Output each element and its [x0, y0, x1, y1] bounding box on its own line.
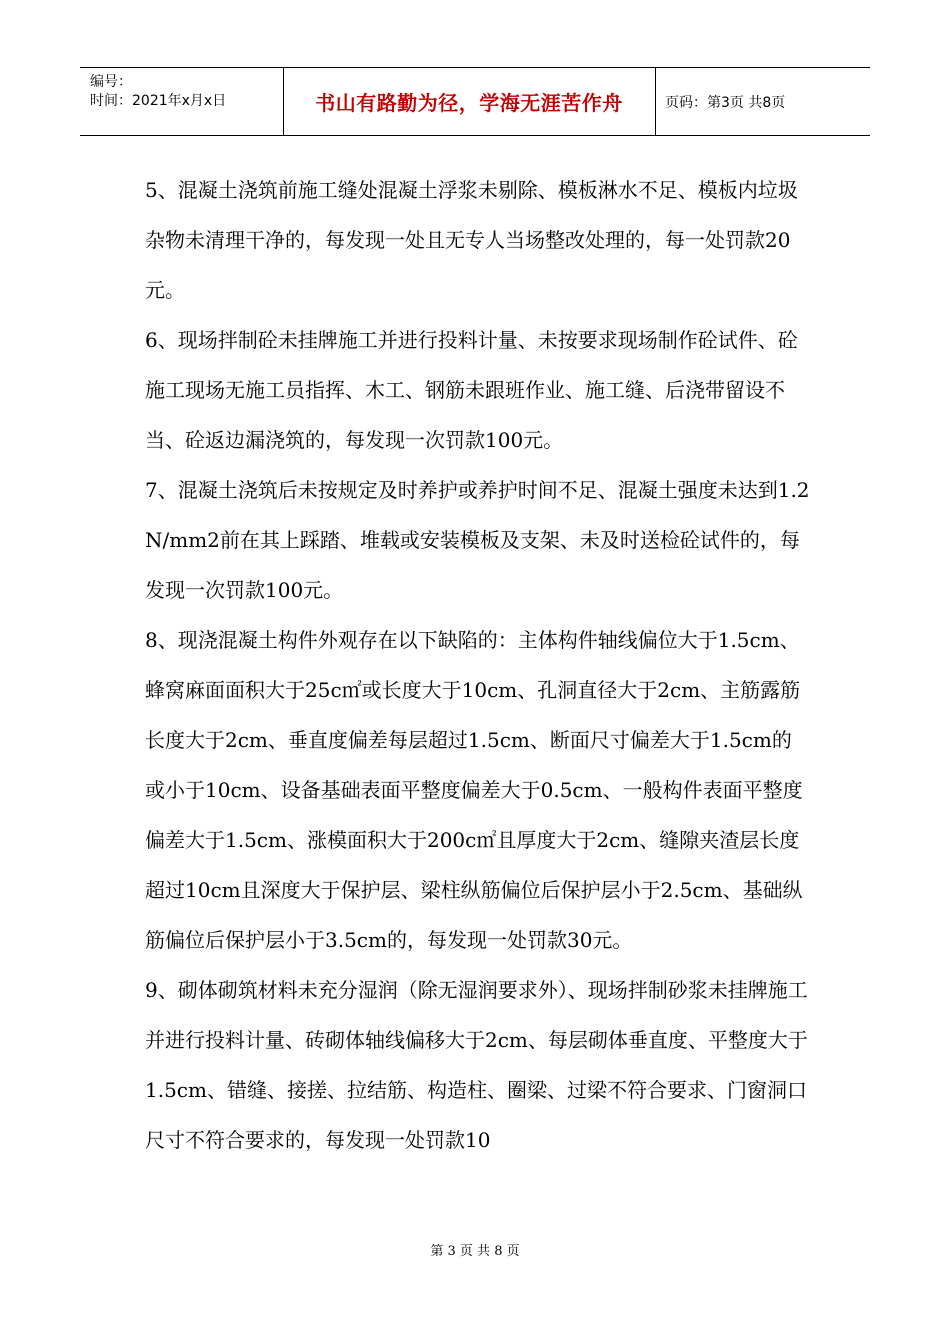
paragraph: 5、混凝土浇筑前施工缝处混凝土浮浆未剔除、模板淋水不足、模板内垃圾杂物未清理干净的，每发现一处且无专人当场整改处理的，每一处罚款20元。: [145, 178, 798, 302]
header-meta: [90, 73, 226, 111]
paragraph: 9、砌体砌筑材料未充分湿润（除无湿润要求外）、现场拌制砂浆未挂牌施工并进行投料计量、砖砌体轴线偏移大于2cm、每层砌体垂直度、平整度大于1.5cm、错缝、接搓、拉结筋、构造柱、圈梁、过梁不符合要求、门窗洞口尺寸不符合要求的，每发现一处罚款10: [145, 978, 808, 1152]
paragraph: 7、混凝土浇筑后未按规定及时养护或养护时间不足、混凝土强度未达到1.2N/mm2前在其上踩踏、堆载或安装模板及支架、未及时送检砼试件的，每发现一次罚款100元。: [145, 478, 810, 602]
document-header: [80, 67, 870, 136]
document-date: 时间：2021年x月x日: [90, 93, 227, 109]
paragraph: 6、现场拌制砼未挂牌施工并进行投料计量、未按要求现场制作砼试件、砼施工现场无施工员指挥、木工、钢筋未跟班作业、施工缝、后浇带留设不当、砼返边漏浇筑的，每发现一次罚款100元。: [145, 328, 798, 452]
page-footer: 第 3 页 共 8 页: [430, 1244, 520, 1259]
header-page-info: 页码：第3页 共8页: [665, 94, 786, 111]
header-divider: [655, 68, 656, 135]
paragraph: 8、现浇混凝土构件外观存在以下缺陷的：主体构件轴线偏位大于1.5cm、蜂窝麻面面积大于25c㎡或长度大于10cm、孔洞直径大于2cm、主筋露筋长度大于2cm、垂直度偏差每层超过1.5cm、断面尺寸偏差大于1.5cm的或小于10cm、设备基础表面平整度偏差大于0.5cm、一般构件表面平整度偏差大于1.5cm、涨模面积大于200c㎡且厚度大于2cm、缝隙夹渣层长度超过10cm且深度大于保护层、梁柱纵筋偏位后保护层小于2.5cm、基础纵筋偏位后保护层小于3.5cm的，每发现一处罚款30元。: [145, 628, 803, 952]
document-code-label: 编号：: [90, 74, 132, 90]
header-motto: 书山有路勤为径，学海无涯苦作舟: [315, 91, 623, 115]
document-body: [145, 165, 810, 1165]
